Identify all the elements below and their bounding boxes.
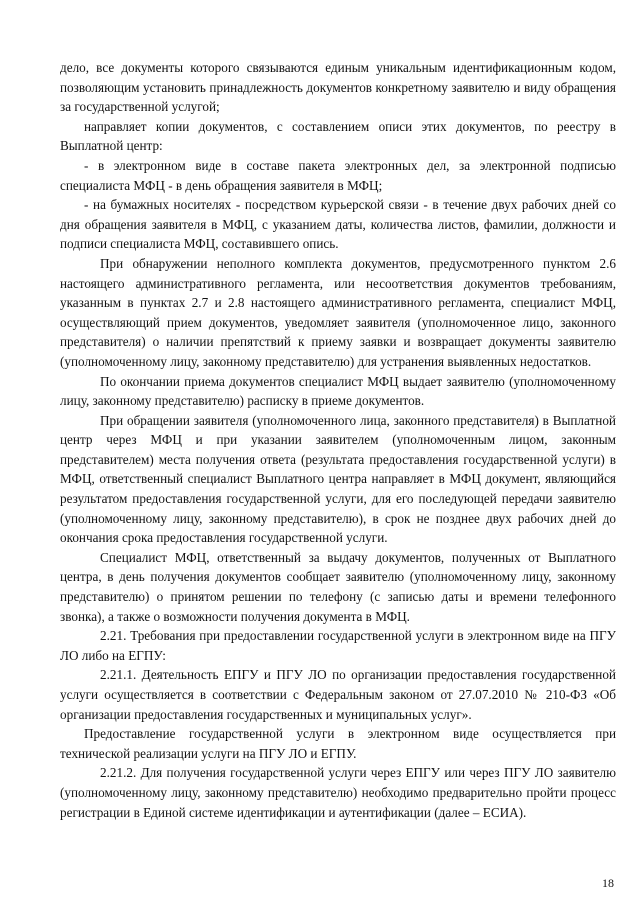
document-body — [60, 58, 616, 822]
paragraph-electronic: - в электронном виде в составе пакета электронных дел, за электронной подписью специалиста МФЦ - в день обращения заявителя в МФЦ; — [60, 157, 616, 193]
paragraph-2-21-1: 2.21.1. Деятельность ЕПГУ и ПГУ ЛО по организации предоставления государственной услуги осуществляется в соответствии с Федеральным законом от 27.07.2010 № 210-ФЗ «Об организации предоставления государственных и муниципальных услуг». — [60, 667, 616, 722]
paragraph-2-21-2: 2.21.2. Для получения государственной услуги через ЕПГУ или через ПГУ ЛО заявителю (уполномоченному лицу, законному представителю) необходимо предварительно пройти процесс регистрации в Единой системе идентификации и аутентификации (далее – ЕСИА). — [60, 765, 616, 820]
paragraph-paper: - на бумажных носителях - посредством курьерской связи - в течение двух рабочих дней со дня обращения заявителя в МФЦ, с указанием даты, количества листов, фамилии, должности и подписи специалиста МФЦ, составившего опись. — [60, 197, 616, 252]
page-number: 18 — [602, 876, 614, 890]
paragraph-incomplete-docs: При обнаружении неполного комплекта документов, предусмотренного пунктом 2.6 настоящего административного регламента, или несоответствия документов требованиям, указанным в пунктах 2.7 и 2.8 настоящего административного регламента, специалист МФЦ, осуществляющий прием документов, уведомляет заявителя (уполномоченное лицо, законного представителя) о наличии препятствий к приему заявки и возвращает документы заявителю (уполномоченному лицу, законному представителю) для устранения выявленных недостатков. — [60, 255, 616, 369]
paragraph-receipt: По окончании приема документов специалист МФЦ выдает заявителю (уполномоченному лицу, законному представителю) расписку в приеме документов. — [60, 373, 616, 409]
paragraph-notification: Специалист МФЦ, ответственный за выдачу документов, полученных от Выплатного центра, в день получения документов сообщает заявителю (уполномоченному лицу, законному представителю) о принятом решении по телефону (с записью даты и времени телефонного звонка), а также о возможности получения документа в МФЦ. — [60, 549, 616, 624]
paragraph-2-21: 2.21. Требования при предоставлении государственной услуги в электронном виде на ПГУ ЛО либо на ЕГПУ: — [60, 628, 616, 663]
paragraph-result-delivery: При обращении заявителя (уполномоченного лица, законного представителя) в Выплатной центр через МФЦ и при указании заявителем (уполномоченным лицом, законным представителем) места получения ответа (результата предоставления государственной услуги) в МФЦ, ответственный специалист Выплатного центра направляет в МФЦ документ, являющийся результатом предоставления государственной услуги, для его последующей передачи заявителю (уполномоченному лицу, законному представителю), в срок не позднее двух рабочих дней до окончания срока предоставления государственной услуги. — [60, 412, 616, 546]
paragraph-send-copies: направляет копии документов, с составлением описи этих документов, по реестру в Выплатной центр: — [60, 118, 616, 154]
paragraph-continuation: дело, все документы которого связываются единым уникальным идентификационным кодом, позволяющим установить принадлежность документов конкретному заявителю и виду обращения за государственной услугой; — [60, 60, 616, 115]
paragraph-electronic-provision: Предоставление государственной услуги в электронном виде осуществляется при технической реализации услуги на ПГУ ЛО и ЕГПУ. — [60, 726, 616, 761]
